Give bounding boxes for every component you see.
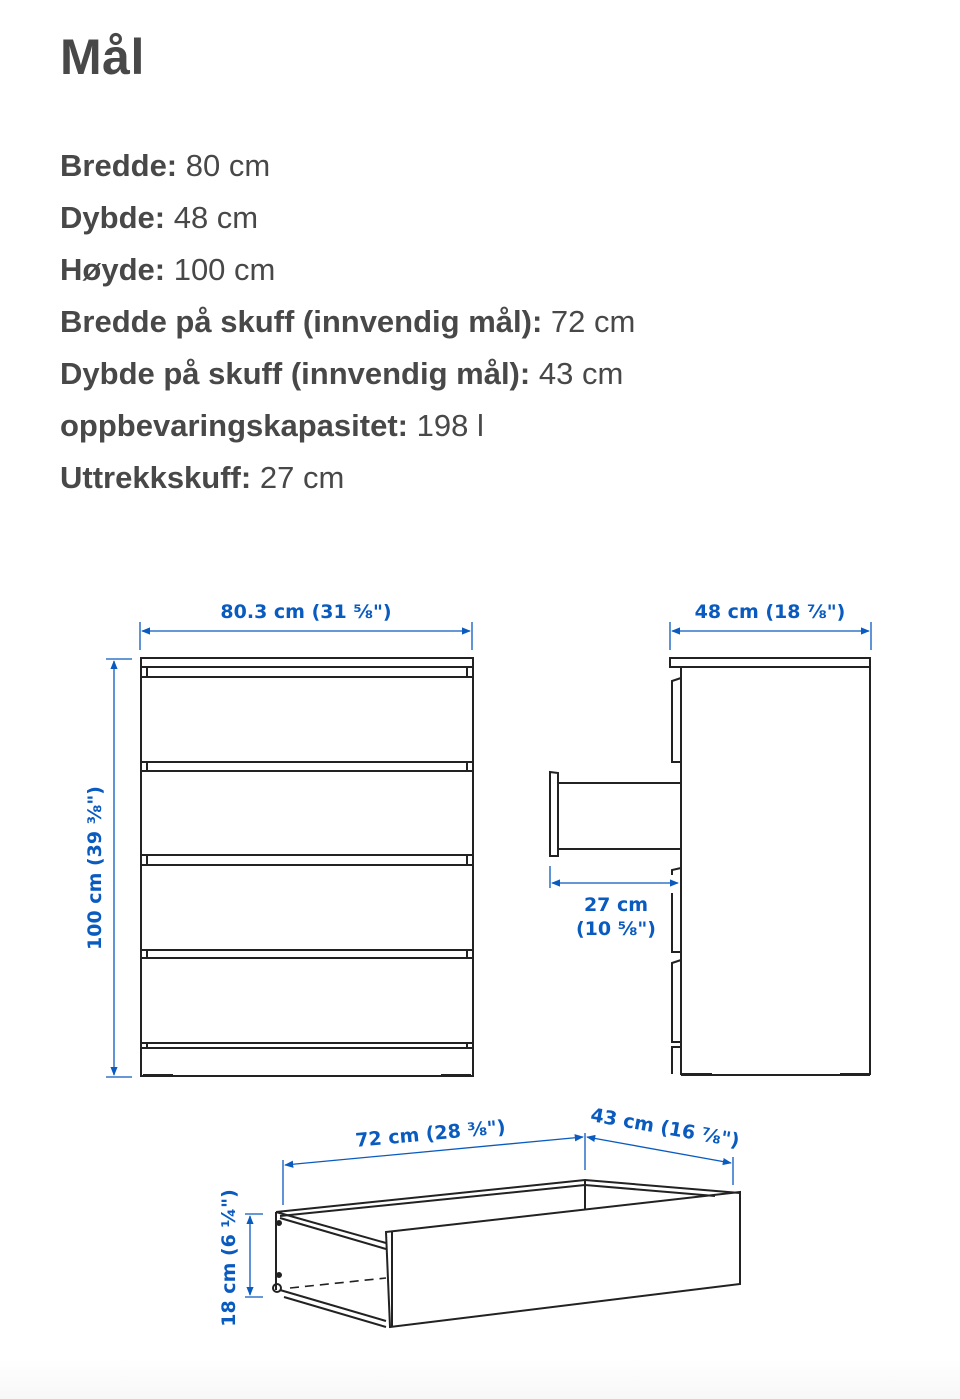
side-depth-dimension — [670, 622, 871, 650]
extension-dimension — [550, 866, 678, 888]
spec-label: Dybde: — [60, 200, 166, 235]
spec-label: oppbevaringskapasitet: — [60, 408, 408, 443]
front-width-label: 80.3 cm (31 ⅝") — [220, 601, 392, 623]
front-height-dimension — [106, 659, 132, 1077]
chest-carcass — [141, 658, 473, 1076]
spec-label: Uttrekkskuff: — [60, 460, 252, 495]
spec-drawer-inner-width — [60, 296, 635, 348]
spec-drawer-inner-depth — [60, 348, 635, 400]
drawer-height-label: 18 cm (6 ¼") — [218, 1189, 240, 1327]
spec-value: 80 cm — [185, 148, 271, 183]
drawer-fronts — [141, 667, 473, 1048]
spec-value: 43 cm — [538, 356, 624, 391]
drawer-view — [218, 1104, 741, 1327]
spec-value: 198 l — [416, 408, 484, 443]
spec-value: 48 cm — [173, 200, 259, 235]
bottom-fade — [0, 1359, 960, 1399]
spec-width — [60, 140, 635, 192]
spec-label: Bredde på skuff (innvendig mål): — [60, 304, 543, 339]
spec-storage-capacity — [60, 400, 635, 452]
dimension-drawing — [0, 560, 960, 1399]
dimension-specs-list — [60, 140, 635, 504]
front-view — [84, 601, 473, 1077]
spec-value: 27 cm — [259, 460, 345, 495]
spec-value: 100 cm — [173, 252, 276, 287]
side-depth-label: 48 cm (18 ⅞") — [694, 601, 846, 623]
side-view — [550, 601, 871, 1076]
spec-depth — [60, 192, 635, 244]
spec-label: Høyde: — [60, 252, 166, 287]
drawer-width-dimension — [283, 1133, 733, 1205]
spec-drawer-extension — [60, 452, 635, 504]
extension-label-line1: 27 cm — [583, 894, 649, 916]
front-width-dimension — [140, 622, 472, 650]
extended-drawer — [550, 772, 681, 856]
spec-label: Bredde: — [60, 148, 178, 183]
page-title: Mål — [60, 29, 145, 85]
spec-height — [60, 244, 635, 296]
drawer-depth-label: 43 cm (16 ⅞") — [588, 1104, 742, 1153]
front-height-label: 100 cm (39 ⅜") — [84, 786, 106, 950]
drawer-height-dimension — [245, 1214, 263, 1297]
spec-label: Dybde på skuff (innvendig mål): — [60, 356, 531, 391]
spec-value: 72 cm — [550, 304, 636, 339]
extension-label-line2: (10 ⅝") — [576, 918, 656, 940]
drawer-width-label: 72 cm (28 ⅜") — [354, 1116, 507, 1152]
